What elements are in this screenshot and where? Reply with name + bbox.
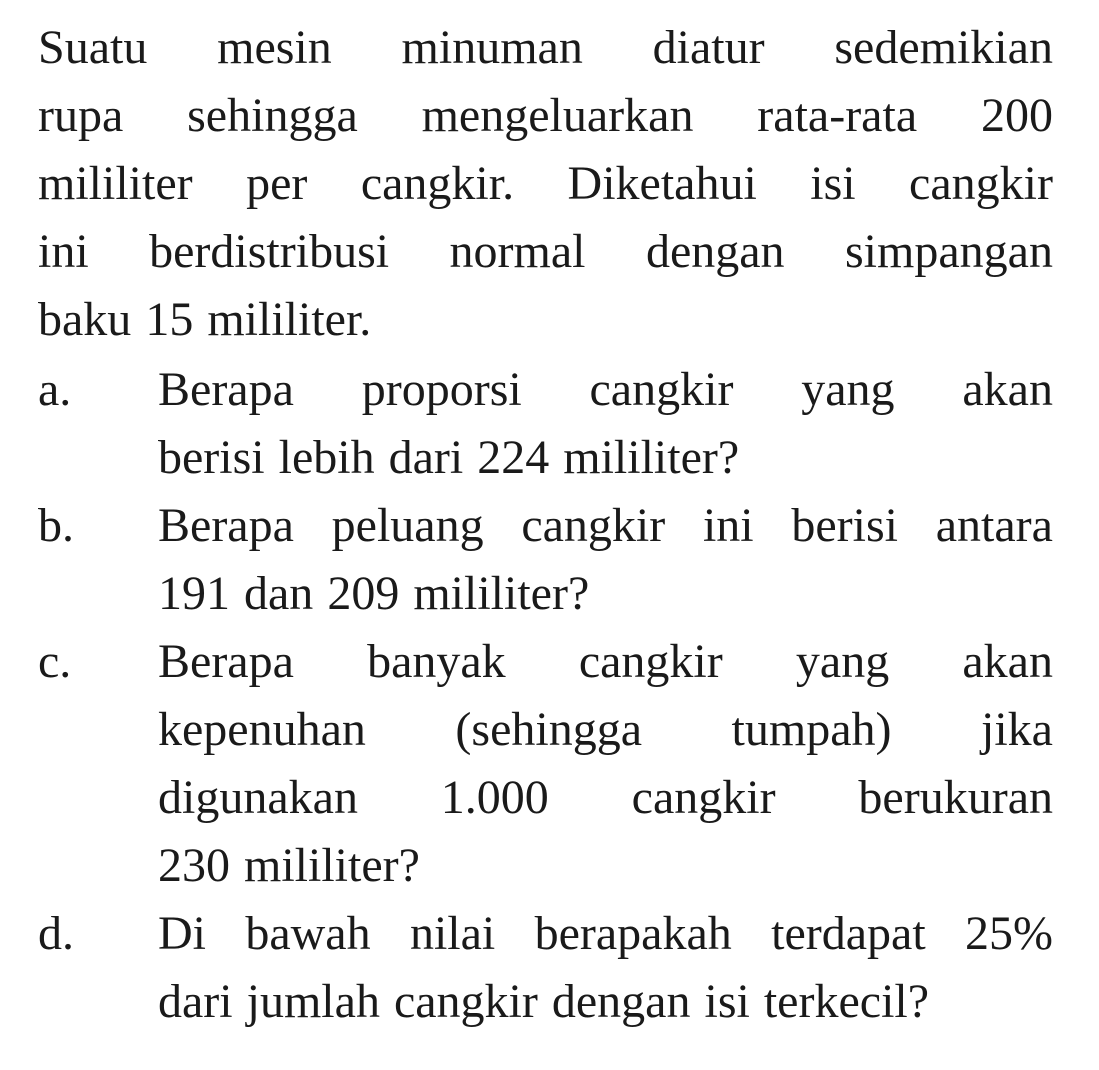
question-line: [158, 424, 1053, 492]
question-word: akan: [962, 635, 1053, 688]
question-word: yang: [801, 363, 895, 416]
question-word: berapakah: [534, 907, 732, 960]
question-word: 191: [158, 567, 230, 620]
question-word: (sehingga: [455, 703, 643, 756]
question-word: antara: [935, 499, 1053, 552]
question-letter: a.: [38, 363, 72, 416]
question-word: dan: [244, 567, 314, 620]
question-word: digunakan: [158, 771, 358, 824]
intro-word: Diketahui: [567, 157, 757, 210]
question-word: cangkir: [393, 975, 538, 1028]
question-word: berukuran: [858, 771, 1053, 824]
question-word: Di: [158, 907, 206, 960]
question-word: terkecil?: [763, 975, 930, 1028]
question-line: [158, 356, 1053, 424]
question-word: dari: [158, 975, 233, 1028]
question-letter: c.: [38, 635, 72, 688]
intro-word: rupa: [38, 89, 124, 142]
intro-word: cangkir.: [360, 157, 515, 210]
intro-word: rata-rata: [757, 89, 918, 142]
intro-word: 15: [145, 293, 194, 346]
question-line: [158, 696, 1053, 764]
intro-line: [38, 286, 1053, 354]
intro-line: [38, 14, 1053, 82]
intro-word: cangkir: [909, 157, 1053, 210]
question-word: tumpah): [731, 703, 892, 756]
intro-word: minuman: [401, 21, 583, 74]
question-word: dari: [388, 431, 464, 484]
question-word: ini: [702, 499, 754, 552]
question-line: [158, 764, 1053, 832]
question-line: [158, 832, 1053, 900]
question-word: akan: [962, 363, 1053, 416]
question-text: [158, 356, 1053, 492]
question-word: mililiter?: [244, 839, 420, 892]
intro-line: [38, 82, 1053, 150]
question-word: yang: [795, 635, 890, 688]
question-word: dengan: [551, 975, 691, 1028]
question-item: [38, 628, 1053, 900]
question-word: nilai: [409, 907, 496, 960]
question-word: banyak: [367, 635, 506, 688]
intro-word: diatur: [652, 21, 765, 74]
intro-word: isi: [810, 157, 856, 210]
question-word: bawah: [245, 907, 371, 960]
question-item: [38, 492, 1053, 628]
intro-word: mesin: [217, 21, 332, 74]
question-word: jika: [981, 703, 1053, 756]
question-text: [158, 900, 1053, 1036]
question-word: Berapa: [158, 499, 294, 552]
question-word: terdapat: [771, 907, 926, 960]
question-list: [38, 356, 1053, 1036]
intro-word: 200: [980, 89, 1053, 142]
intro-word: dengan: [645, 225, 785, 278]
question-word: berisi: [791, 499, 898, 552]
question-text: [158, 492, 1053, 628]
question-word: 25%: [965, 907, 1053, 960]
question-word: cangkir: [589, 363, 734, 416]
intro-word: sehingga: [187, 89, 358, 142]
question-word: proporsi: [361, 363, 522, 416]
question-word: cangkir: [521, 499, 666, 552]
intro-word: mililiter.: [207, 293, 372, 346]
intro-word: simpangan: [844, 225, 1053, 278]
problem-intro: [38, 14, 1053, 354]
intro-line: [38, 150, 1053, 218]
question-word: mililiter?: [413, 567, 590, 620]
question-word: lebih: [278, 431, 375, 484]
question-item: [38, 900, 1053, 1036]
intro-word: sedemikian: [834, 21, 1053, 74]
question-word: 224: [477, 431, 550, 484]
intro-word: mengeluarkan: [421, 89, 694, 142]
question-letter: d.: [38, 907, 74, 960]
question-line: [158, 968, 1053, 1036]
intro-word: berdistribusi: [149, 225, 390, 278]
question-line: [158, 560, 1053, 628]
question-word: Berapa: [158, 363, 294, 416]
intro-word: Suatu: [38, 21, 148, 74]
question-word: mililiter?: [563, 431, 740, 484]
intro-word: ini: [38, 225, 89, 278]
intro-word: per: [246, 157, 308, 210]
question-word: berisi: [158, 431, 265, 484]
question-word: cangkir: [578, 635, 723, 688]
question-word: 209: [327, 567, 400, 620]
question-word: kepenuhan: [158, 703, 366, 756]
intro-word: mililiter: [38, 157, 193, 210]
question-word: peluang: [331, 499, 484, 552]
intro-line: [38, 218, 1053, 286]
question-word: 230: [158, 839, 230, 892]
question-word: jumlah: [246, 975, 380, 1028]
question-item: [38, 356, 1053, 492]
question-word: isi: [704, 975, 750, 1028]
question-line: [158, 900, 1053, 968]
intro-word: baku: [38, 293, 132, 346]
question-text: [158, 628, 1053, 900]
question-letter: b.: [38, 499, 74, 552]
intro-word: normal: [449, 225, 586, 278]
question-word: cangkir: [631, 771, 776, 824]
question-line: [158, 628, 1053, 696]
question-word: 1.000: [440, 771, 549, 824]
question-line: [158, 492, 1053, 560]
question-word: Berapa: [158, 635, 294, 688]
